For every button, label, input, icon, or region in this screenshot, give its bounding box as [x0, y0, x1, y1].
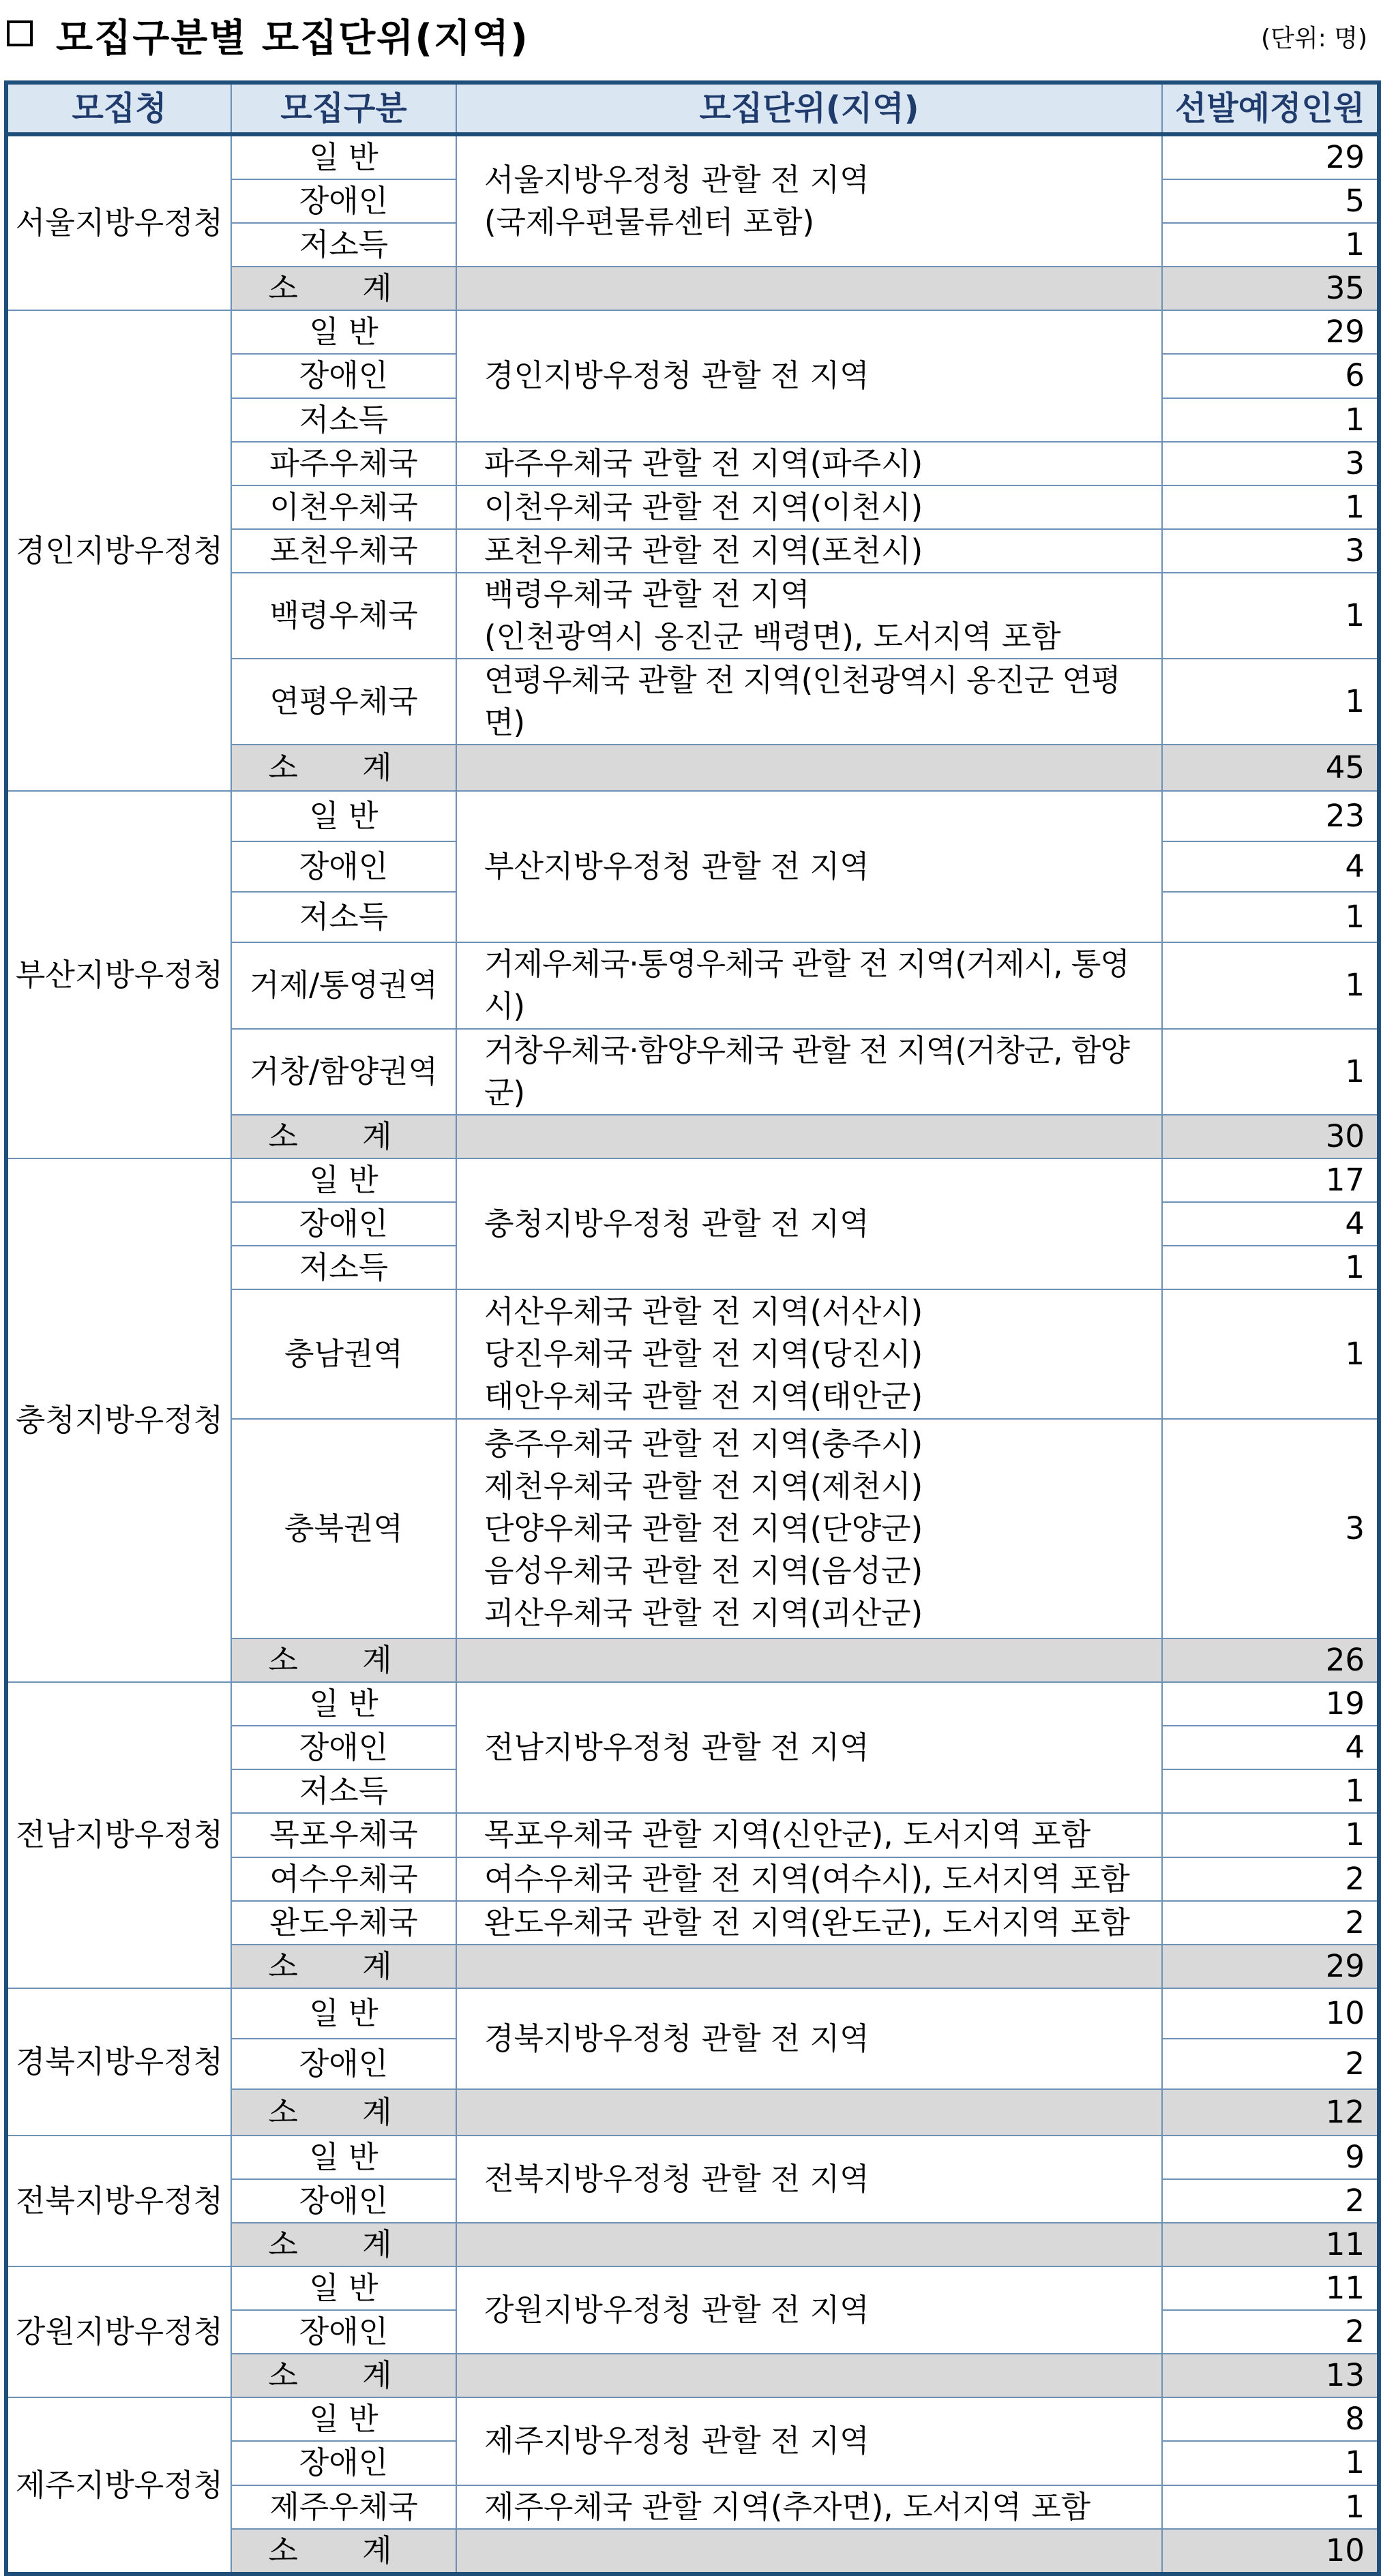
area-cell: 포천우체국 관할 전 지역(포천시) — [456, 529, 1162, 573]
count-cell: 2 — [1162, 2039, 1379, 2089]
subtotal-count: 13 — [1162, 2354, 1379, 2397]
area-cell: 전남지방우정청 관할 전 지역 — [456, 1682, 1162, 1813]
category-cell: 일 반 — [231, 310, 456, 354]
count-cell: 3 — [1162, 529, 1379, 573]
count-cell: 1 — [1162, 1813, 1379, 1857]
subtotal-label: 소 계 — [231, 1945, 456, 1988]
area-cell: 경인지방우정청 관할 전 지역 — [456, 310, 1162, 441]
area-cell: 목포우체국 관할 지역(신안군), 도서지역 포함 — [456, 1813, 1162, 1857]
count-cell: 1 — [1162, 485, 1379, 529]
category-cell: 일 반 — [231, 791, 456, 841]
category-cell: 포천우체국 — [231, 529, 456, 573]
area-cell: 부산지방우정청 관할 전 지역 — [456, 791, 1162, 942]
category-cell: 장애인 — [231, 354, 456, 398]
count-cell: 2 — [1162, 1901, 1379, 1945]
count-cell: 17 — [1162, 1158, 1379, 1202]
area-cell: 거제우체국·통영우체국 관할 전 지역(거제시, 통영시) — [456, 942, 1162, 1028]
subtotal-label: 소 계 — [231, 1115, 456, 1158]
count-cell: 1 — [1162, 398, 1379, 442]
col-header-area: 모집단위(지역) — [456, 83, 1162, 134]
area-cell: 강원지방우정청 관할 전 지역 — [456, 2266, 1162, 2354]
subtotal-label: 소 계 — [231, 2089, 456, 2136]
area-cell — [456, 2223, 1162, 2266]
office-cell: 강원지방우정청 — [6, 2266, 231, 2397]
subtotal-count: 11 — [1162, 2223, 1379, 2266]
office-cell: 서울지방우정청 — [6, 134, 231, 310]
category-cell: 파주우체국 — [231, 442, 456, 485]
area-cell: 백령우체국 관할 전 지역 (인천광역시 옹진군 백령면), 도서지역 포함 — [456, 573, 1162, 659]
office-cell: 제주지방우정청 — [6, 2397, 231, 2573]
area-cell — [456, 267, 1162, 310]
area-cell — [456, 1115, 1162, 1158]
page-title: 모집구분별 모집단위(지역) — [56, 16, 529, 61]
category-cell: 일 반 — [231, 2136, 456, 2179]
office-cell: 전북지방우정청 — [6, 2136, 231, 2266]
subtotal-count: 29 — [1162, 1945, 1379, 1988]
col-header-category: 모집구분 — [231, 83, 456, 134]
subtotal-count: 35 — [1162, 267, 1379, 310]
category-cell: 일 반 — [231, 2397, 456, 2441]
col-header-office: 모집청 — [6, 83, 231, 134]
subtotal-label: 소 계 — [231, 745, 456, 791]
count-cell: 2 — [1162, 2179, 1379, 2223]
subtotal-label: 소 계 — [231, 2223, 456, 2266]
count-cell: 5 — [1162, 179, 1379, 223]
table-header-row — [6, 83, 1379, 134]
table-row — [6, 791, 1379, 841]
category-cell: 백령우체국 — [231, 573, 456, 659]
count-cell: 11 — [1162, 2266, 1379, 2310]
area-cell: 제주우체국 관할 지역(추자면), 도서지역 포함 — [456, 2485, 1162, 2529]
area-cell — [456, 2089, 1162, 2136]
subtotal-label: 소 계 — [231, 2529, 456, 2574]
table-row — [6, 2266, 1379, 2310]
subtotal-count: 10 — [1162, 2529, 1379, 2574]
count-cell: 29 — [1162, 310, 1379, 354]
subtotal-label: 소 계 — [231, 2354, 456, 2397]
count-cell: 1 — [1162, 942, 1379, 1028]
category-cell: 저소득 — [231, 1769, 456, 1813]
col-header-count: 선발예정인원 — [1162, 83, 1379, 134]
category-cell: 일 반 — [231, 134, 456, 179]
table-row — [6, 134, 1379, 179]
area-cell — [456, 745, 1162, 791]
area-cell — [456, 2354, 1162, 2397]
count-cell: 2 — [1162, 1857, 1379, 1901]
category-cell: 연평우체국 — [231, 659, 456, 745]
count-cell: 4 — [1162, 1726, 1379, 1769]
count-cell: 10 — [1162, 1988, 1379, 2039]
area-cell: 경북지방우정청 관할 전 지역 — [456, 1988, 1162, 2089]
category-cell: 완도우체국 — [231, 1901, 456, 1945]
category-cell: 장애인 — [231, 2441, 456, 2485]
count-cell: 1 — [1162, 2441, 1379, 2485]
area-cell: 충주우체국 관할 전 지역(충주시) 제천우체국 관할 전 지역(제천시) 단양우체국 관할 전 지역(단양군) 음성우체국 관할 전 지역(음성군) 괴산우체국 관할 전 지역(괴산군) — [456, 1419, 1162, 1638]
area-cell: 충청지방우정청 관할 전 지역 — [456, 1158, 1162, 1289]
category-cell: 저소득 — [231, 398, 456, 442]
count-cell: 1 — [1162, 1769, 1379, 1813]
count-cell: 3 — [1162, 1419, 1379, 1638]
unit-label: (단위: 명) — [1261, 25, 1367, 53]
count-cell: 4 — [1162, 1202, 1379, 1246]
count-cell: 9 — [1162, 2136, 1379, 2179]
area-cell: 여수우체국 관할 전 지역(여수시), 도서지역 포함 — [456, 1857, 1162, 1901]
office-cell: 부산지방우정청 — [6, 791, 231, 1158]
count-cell: 3 — [1162, 442, 1379, 485]
area-cell: 파주우체국 관할 전 지역(파주시) — [456, 442, 1162, 485]
category-cell: 장애인 — [231, 1202, 456, 1246]
count-cell: 29 — [1162, 134, 1379, 179]
recruitment-table — [4, 80, 1381, 2576]
category-cell: 목포우체국 — [231, 1813, 456, 1857]
category-cell: 이천우체국 — [231, 485, 456, 529]
category-cell: 장애인 — [231, 2179, 456, 2223]
category-cell: 일 반 — [231, 1988, 456, 2039]
count-cell: 4 — [1162, 841, 1379, 892]
category-cell: 저소득 — [231, 223, 456, 267]
table-row — [6, 2397, 1379, 2441]
office-cell: 전남지방우정청 — [6, 1682, 231, 1988]
count-cell: 1 — [1162, 892, 1379, 942]
count-cell: 19 — [1162, 1682, 1379, 1726]
area-cell — [456, 2529, 1162, 2574]
area-cell: 전북지방우정청 관할 전 지역 — [456, 2136, 1162, 2223]
table-row — [6, 2136, 1379, 2179]
count-cell: 1 — [1162, 659, 1379, 745]
count-cell: 1 — [1162, 1289, 1379, 1419]
category-cell: 거제/통영권역 — [231, 942, 456, 1028]
category-cell: 일 반 — [231, 1682, 456, 1726]
category-cell: 장애인 — [231, 179, 456, 223]
category-cell: 장애인 — [231, 2310, 456, 2354]
area-cell: 거창우체국·함양우체국 관할 전 지역(거창군, 함양군) — [456, 1029, 1162, 1115]
category-cell: 거창/함양권역 — [231, 1029, 456, 1115]
area-cell: 완도우체국 관할 전 지역(완도군), 도서지역 포함 — [456, 1901, 1162, 1945]
area-cell: 서울지방우정청 관할 전 지역 (국제우편물류센터 포함) — [456, 134, 1162, 267]
count-cell: 8 — [1162, 2397, 1379, 2441]
subtotal-label: 소 계 — [231, 267, 456, 310]
category-cell: 일 반 — [231, 2266, 456, 2310]
category-cell: 여수우체국 — [231, 1857, 456, 1901]
count-cell: 2 — [1162, 2310, 1379, 2354]
category-cell: 장애인 — [231, 2039, 456, 2089]
category-cell: 제주우체국 — [231, 2485, 456, 2529]
count-cell: 1 — [1162, 1029, 1379, 1115]
table-row — [6, 1158, 1379, 1202]
area-cell: 연평우체국 관할 전 지역(인천광역시 옹진군 연평면) — [456, 659, 1162, 745]
header — [0, 0, 1381, 75]
subtotal-count: 45 — [1162, 745, 1379, 791]
category-cell: 장애인 — [231, 841, 456, 892]
area-cell: 제주지방우정청 관할 전 지역 — [456, 2397, 1162, 2485]
table-row — [6, 310, 1379, 354]
subtotal-count: 26 — [1162, 1638, 1379, 1682]
area-cell — [456, 1945, 1162, 1988]
category-cell: 충남권역 — [231, 1289, 456, 1419]
category-cell: 저소득 — [231, 1246, 456, 1289]
area-cell — [456, 1638, 1162, 1682]
checkbox-icon — [7, 20, 33, 46]
subtotal-count: 12 — [1162, 2089, 1379, 2136]
count-cell: 1 — [1162, 573, 1379, 659]
count-cell: 1 — [1162, 2485, 1379, 2529]
category-cell: 충북권역 — [231, 1419, 456, 1638]
subtotal-count: 30 — [1162, 1115, 1379, 1158]
count-cell: 1 — [1162, 223, 1379, 267]
table-row — [6, 1988, 1379, 2039]
area-cell: 이천우체국 관할 전 지역(이천시) — [456, 485, 1162, 529]
office-cell: 충청지방우정청 — [6, 1158, 231, 1682]
category-cell: 장애인 — [231, 1726, 456, 1769]
table-row — [6, 1682, 1379, 1726]
area-cell: 서산우체국 관할 전 지역(서산시) 당진우체국 관할 전 지역(당진시) 태안우체국 관할 전 지역(태안군) — [456, 1289, 1162, 1419]
category-cell: 저소득 — [231, 892, 456, 942]
subtotal-label: 소 계 — [231, 1638, 456, 1682]
office-cell: 경인지방우정청 — [6, 310, 231, 791]
count-cell: 23 — [1162, 791, 1379, 841]
count-cell: 6 — [1162, 354, 1379, 398]
office-cell: 경북지방우정청 — [6, 1988, 231, 2136]
category-cell: 일 반 — [231, 1158, 456, 1202]
count-cell: 1 — [1162, 1246, 1379, 1289]
